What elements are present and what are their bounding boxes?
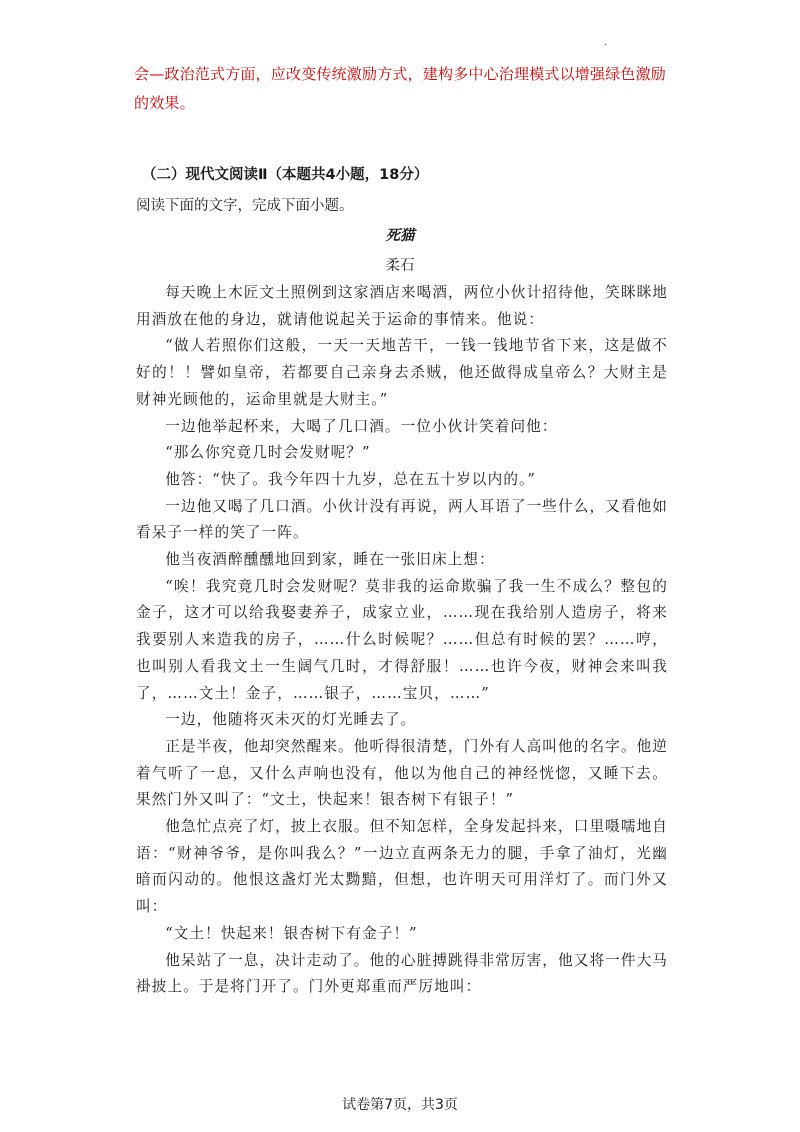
page-footer: 试卷第7页，共3页: [342, 1097, 458, 1113]
story-paragraph: “那么你究竟几时会发财呢？”: [165, 444, 371, 462]
story-paragraph: 他当夜酒醉醺醺地回到家，睡在一张旧床上想：: [165, 551, 495, 569]
corner-dot: ·: [604, 40, 608, 51]
story-paragraph: “唉！我究竟几时会发财呢？莫非我的运命欺骗了我一生不成么？整包的金子，这才可以给我娶妻养子，成家立业，……现在我给别人造房子，将来我要别人来造我的房子，……什么时候呢？……但总有时候的罢？……哼，也叫别人看我文土一生阔气几时，才得舒服！……也许今夜，财神会来叫我了，……文土！金子，……银子，……宝贝，……”: [136, 577, 668, 702]
story-paragraph: 他急忙点亮了灯，披上衣服。但不知怎样，全身发起抖来，口里嗫嚅地自语：“财神爷爷，是你叫我么？”一边立直两条无力的腿，手拿了油灯，光幽暗而闪动的。他恨这盏灯光太黝黯，但想，也许明天可用洋灯了。而门外又叫：: [136, 818, 668, 916]
story-author: 柔石: [385, 258, 415, 274]
answer-text-red: 会—政治范式方面，应改变传统激励方式，建构多中心治理模式以增强绿色激励的效果。: [134, 65, 667, 112]
story-body: [136, 280, 668, 1001]
story-paragraph: 他呆站了一息，决计走动了。他的心脏搏跳得非常厉害，他又将一件大马褂披上。于是将门开了。门外更郑重而严厉地叫：: [136, 951, 668, 996]
story-title: 死猫: [385, 227, 415, 244]
story-paragraph: “文土！快起来！银杏树下有金子！”: [165, 924, 418, 942]
story-paragraph: 正是半夜，他却突然醒来。他听得很清楚，门外有人高叫他的名字。他逆着气听了一息，又什么声响也没有，他以为他自己的神经恍惚，又睡下去。果然门外又叫了：“文土，快起来！银杏树下有银子！”: [136, 737, 668, 809]
story-paragraph: 一边他又喝了几口酒。小伙计没有再说，两人耳语了一些什么，又看他如看呆子一样的笑了一阵。: [136, 497, 668, 542]
story-paragraph: “做人若照你们这般，一天一天地苦干，一钱一钱地节省下来，这是做不好的！！譬如皇帝，若都要自己亲身去杀贼，他还做得成皇帝么？大财主是财神光顾他的，运命里就是大财主。”: [136, 337, 668, 408]
story-paragraph: 每天晚上木匠文土照例到这家酒店来喝酒，两位小伙计招待他，笑眯眯地用酒放在他的身边，就请他说起关于运命的事情来。他说：: [136, 284, 668, 328]
reading-instruction: 阅读下面的文字，完成下面小题。: [136, 198, 354, 214]
story-paragraph: 他答：“快了。我今年四十九岁，总在五十岁以内的。”: [165, 470, 536, 488]
story-paragraph: 一边他举起杯来，大喝了几口酒。一位小伙计笑着问他：: [165, 417, 558, 435]
section-title: （二）现代文阅读Ⅱ（本题共4小题，18分）: [142, 167, 429, 183]
story-paragraph: 一边，他随将灭未灭的灯光睡去了。: [165, 711, 417, 729]
